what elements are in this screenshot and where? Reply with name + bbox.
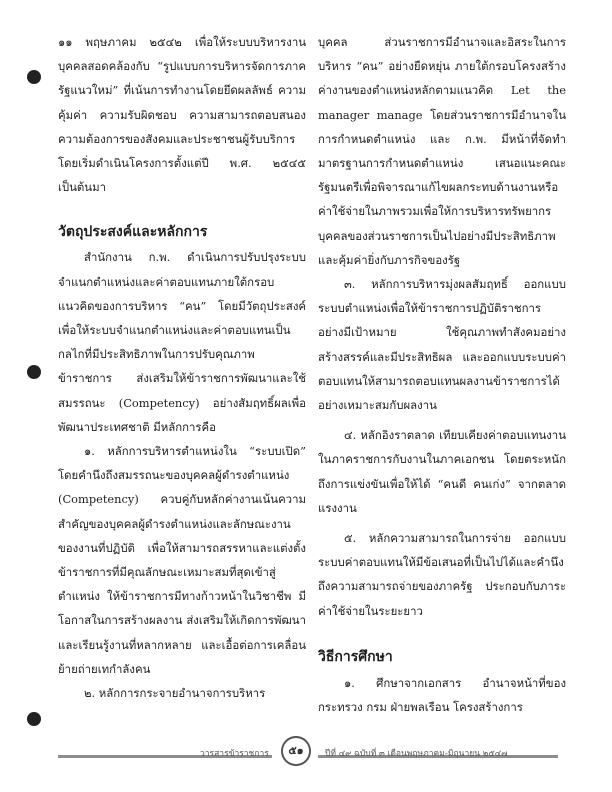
page-footer: [0, 733, 612, 773]
binder-hole-middle: [27, 365, 41, 379]
right-column: [318, 30, 566, 719]
method-1-paragraph: ๑. ศึกษาจากเอกสาร อำนาจหน้าที่ของกระทรวง กรม ฝ่ายพลเรือน โครงสร้างการ: [318, 675, 566, 715]
method-heading: วิธีการศึกษา: [318, 648, 393, 665]
binder-hole-top: [27, 70, 41, 84]
left-column: [58, 30, 306, 705]
principle-5-paragraph: ๕. หลักความสามารถในการจ่าย ออกแบบระบบค่าตอบแทนให้มีข้อเสนอที่เป็นไปได้และคำนึงถึงความสามารถจ่ายของภาครัฐ ประกอบกับภาระค่าใช้จ่ายในระยะยาว: [318, 531, 566, 618]
page-number: ๕๑: [281, 736, 311, 766]
principle-1-paragraph: ๑. หลักการบริหารตำแหน่งใน “ระบบเปิด” โดยคำนึงถึงสมรรถนะของบุคคลผู้ดำรงตำแหน่ง (Competency) ควบคู่กับหลักค่างานเน้นความสำคัญของบุคคลผู้ดำรงตำแหน่งและลักษณะงานของงานที่ปฏิบัติ เพื่อให้สามารถสรรหาและแต่งตั้งข้าราชการที่มีคุณลักษณะเหมาะสมที่สุดเข้าสู่ตำแหน่ง ให้ข้าราชการมีทางก้าวหน้าในวิชาชีพ มีโอกาสในการสร้างผลงาน ส่งเสริมให้เกิดการพัฒนาและเรียนรู้งานที่หลากหลาย และเอื้อต่อการเคลื่อนย้ายถ่ายเทกำลังคน: [58, 444, 306, 676]
principle-4-paragraph: ๔. หลักอิงราตลาด เทียบเคียงค่าตอบแทนงานในภาคราชการกับงานในภาคเอกชน โดยตระหนักถึงการแข่งขันเพื่อให้ได้ “คนดี คนเก่ง” จากตลาดแรงงาน: [318, 428, 566, 515]
footer-issue-info: ปีที่ ๔๙ ฉบับที่ ๓ เดือนพฤษภาคม-มิถุนายน ๒๕๔๗: [325, 749, 508, 759]
intro-paragraph: ๑๑ พฤษภาคม ๒๕๔๒ เพื่อให้ระบบบริหารงานบุคคลสอดคล้องกับ “รูปแบบการบริหารจัดการภาครัฐแนวใหม่” ที่เน้นการทำงานโดยยึดผลลัพธ์ ความคุ้มค่า ความรับผิดชอบ ความสามารถตอบสนองความต้องการของสังคมและประชาชนผู้รับบริการ โดยเริ่มดำเนินโครงการตั้งแต่ปี พ.ศ. ๒๕๔๕ เป็นต้นมา: [58, 35, 306, 195]
objectives-heading: วัตถุประสงค์และหลักการ: [58, 224, 208, 241]
footer-journal-name: วารสารข้าราชการ: [200, 749, 269, 759]
principle-2-paragraph-continued: บุคคล ส่วนราชการมีอำนาจและอิสระในการบริหาร “คน” อย่างยืดหยุ่น ภายใต้กรอบโครงสร้างค่างานของตำแหน่งหลักตามแนวคิด Let the manager manage โดยส่วนราชการมีอำนาจในการกำหนดตำแหน่ง และ ก.พ. มีหน้าที่จัดทำมาตรฐานการกำหนดตำแหน่ง เสนอแนะคณะรัฐมนตรีเพื่อพิจารณาแก้ไขผลกระทบด้านงานหรือค่าใช้จ่ายในภาพรวมเพื่อให้การบริหารทรัพยากรบุคคลของส่วนราชการเป็นไปอย่างมีประสิทธิภาพและคุ้มค่ายิ่งกับภารกิจของรัฐ: [318, 35, 566, 267]
objectives-paragraph: สำนักงาน ก.พ. ดำเนินการปรับปรุงระบบจำแนกตำแหน่งและค่าตอบแทนภายใต้กรอบแนวคิดของการบริหาร “คน” โดยมีวัตถุประสงค์เพื่อให้ระบบจำแนกตำแหน่งและค่าตอบแทนเป็นกลไกที่มีประสิทธิภาพในการปรับคุณภาพข้าราชการ ส่งเสริมให้ข้าราชการพัฒนาและใช้สมรรถนะ (Competency) อย่างสัมฤทธิ์ผลเพื่อพัฒนาประเทศชาติ มีหลักการคือ: [58, 250, 306, 434]
principle-3-paragraph: ๓. หลักการบริหารมุ่งผลสัมฤทธิ์ ออกแบบระบบตำแหน่งเพื่อให้ข้าราชการปฏิบัติราชการอย่างมีเป้าหมาย ใช้คุณภาพทำสังคมอย่างสร้างสรรค์และมีประสิทธิผล และออกแบบระบบค่าตอบแทนให้สามารถตอบแทนผลงานข้าราชการได้อย่างเหมาะสมกับผลงาน: [318, 277, 566, 413]
binder-hole-bottom: [27, 712, 41, 726]
principle-2-paragraph-start: ๒. หลักการกระจายอำนาจการบริหาร: [84, 686, 266, 701]
